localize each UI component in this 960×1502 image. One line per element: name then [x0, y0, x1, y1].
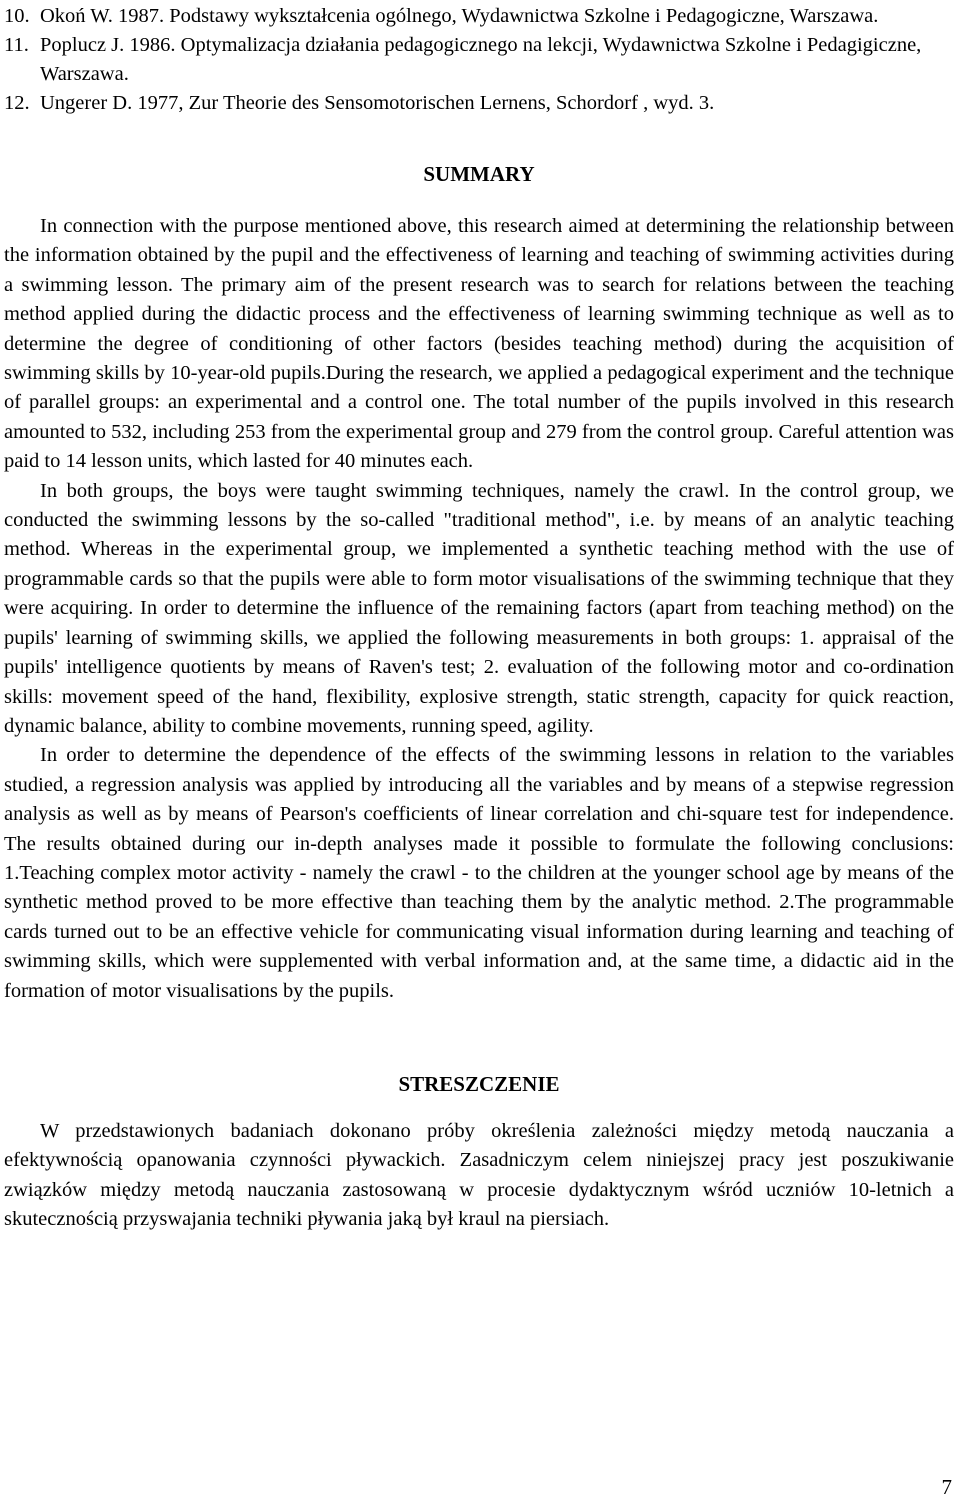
reference-number: 10.	[4, 5, 30, 27]
streszczenie-section	[4, 1117, 954, 1235]
reference-list	[4, 0, 954, 118]
reference-number: 11.	[4, 34, 29, 56]
reference-item	[4, 2, 954, 31]
summary-paragraph: In order to determine the dependence of the effects of the swimming lessons in relation to the variables studied, a regression analysis was applied by introducing all the variables and by means of a stepwise regression analysis as well as by means of Pearson's coefficients of linear correlation and chi-square test for independence. The results obtained during our in-depth analyses made it possible to formulate the following conclusions: 1.Teaching complex motor activity - namely the crawl - to the children at the younger school age by means of the synthetic method proved to be more effective than teaching them by the analytic method. 2.The programmable cards turned out to be an effective vehicle for communicating visual information during learning and teaching of swimming skills, which were supplemented with verbal information and, at the same time, a didactic aid in the formation of motor visualisations by the pupils.	[4, 744, 954, 1002]
reference-text: Ungerer D. 1977, Zur Theorie des Sensomotorischen Lernens, Schordorf , wyd. 3.	[40, 92, 715, 114]
summary-section	[4, 212, 954, 1006]
reference-text: Poplucz J. 1986. Optymalizacja działania pedagogicznego na lekcji, Wydawnictwa Szkolne i Pedagigiczne, Warszawa.	[40, 34, 922, 85]
summary-paragraph: In both groups, the boys were taught swimming techniques, namely the crawl. In the control group, we conducted the swimming lessons by the so-called "traditional method", i.e. by means of an analytic teaching method. Whereas in the experimental group, we implemented a synthetic teaching method with the use of programmable cards so that the pupils were able to form motor visualisations of the swimming technique that they were acquiring. In order to determine the influence of the remaining factors (apart from teaching method) on the pupils' learning of swimming skills, we applied the following measurements in both groups: 1. appraisal of the pupils' intelligence quotients by means of Raven's test; 2. evaluation of the following motor and co-ordination skills: movement speed of the hand, flexibility, explosive strength, static strength, capacity for quick reaction, dynamic balance, ability to combine movements, running speed, agility.	[4, 479, 954, 737]
summary-heading: SUMMARY	[423, 162, 535, 186]
summary-paragraph: In connection with the purpose mentioned above, this research aimed at determining the relationship between the information obtained by the pupil and the effectiveness of learning and teaching of swimming activities during a swimming lesson. The primary aim of the present research was to search for relations between the teaching method applied during the didactic process and the effectiveness of learning swimming technique as well as to determine the degree of conditioning of other factors (besides teaching method) during the acquisition of swimming skills by 10-year-old pupils.During the research, we applied a pedagogical experiment and the technique of parallel groups: an experimental and a control one. The total number of the pupils involved in this research amounted to 532, including 253 from the experimental group and 279 from the control group. Careful attention was paid to 14 lesson units, which lasted for 40 minutes each.	[4, 215, 954, 473]
reference-text: Okoń W. 1987. Podstawy wykształcenia ogólnego, Wydawnictwa Szkolne i Pedagogiczne, Warszawa.	[40, 5, 879, 27]
page-number: 7	[941, 1475, 952, 1499]
document-page	[4, 0, 954, 1235]
reference-item	[4, 89, 954, 118]
reference-number: 12.	[4, 92, 30, 114]
streszczenie-heading: STRESZCZENIE	[398, 1071, 560, 1096]
reference-item	[4, 31, 954, 89]
streszczenie-paragraph: W przedstawionych badaniach dokonano próby określenia zależności między metodą nauczania a efektywnością opanowania czynności pływackich. Zasadniczym celem niniejszej pracy jest poszukiwanie związków między metodą nauczania zastosowaną w procesie dydaktycznym wśród uczniów 10-letnich a skutecznością przyswajania techniki pływania jaką był kraul na piersiach.	[4, 1119, 954, 1231]
